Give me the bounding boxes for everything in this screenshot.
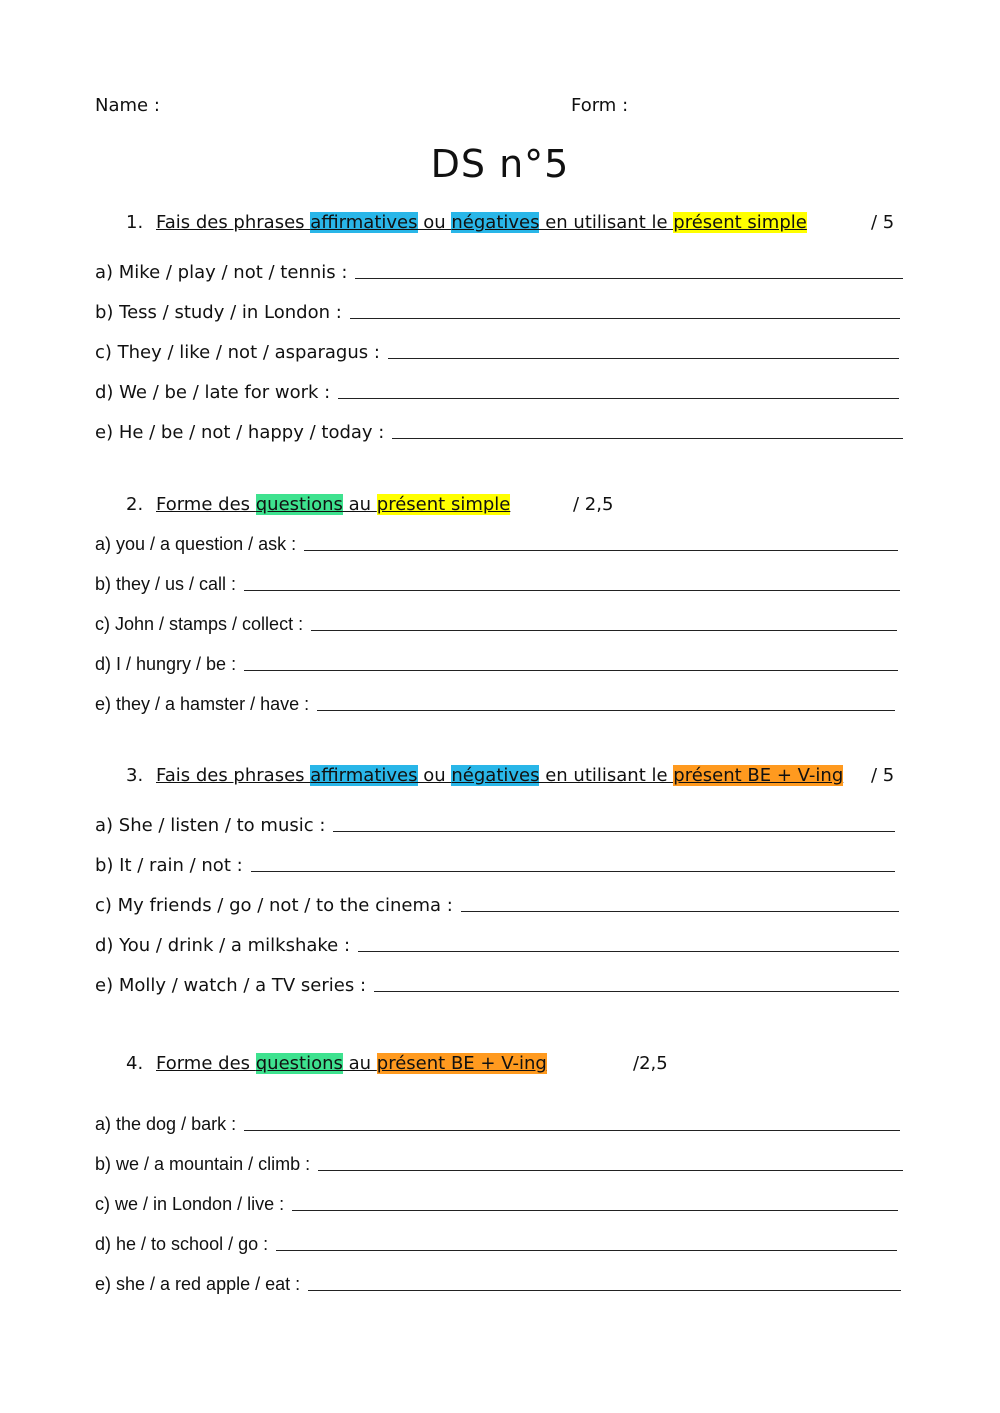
answer-line[interactable] <box>276 1250 897 1251</box>
answer-line[interactable] <box>244 1130 900 1131</box>
exercise-item: b) we / a mountain / climb : <box>95 1154 903 1175</box>
section-4-heading <box>126 1053 547 1074</box>
exercise-item: c) we / in London / live : <box>95 1194 898 1215</box>
section-2-score: / 2,5 <box>573 494 614 515</box>
page-title: DS n°5 <box>430 142 570 186</box>
exercise-item: c) My friends / go / not / to the cinema : <box>95 895 899 916</box>
exercise-item: d) We / be / late for work : <box>95 382 899 403</box>
answer-line[interactable] <box>461 911 899 912</box>
exercise-item: b) they / us / call : <box>95 574 900 595</box>
section-2-heading <box>126 494 510 515</box>
answer-line[interactable] <box>318 1170 903 1171</box>
form-label: Form : <box>571 95 629 116</box>
answer-line[interactable] <box>292 1210 898 1211</box>
answer-line[interactable] <box>317 710 895 711</box>
exercise-item: a) the dog / bark : <box>95 1114 900 1135</box>
exercise-item: b) Tess / study / in London : <box>95 302 900 323</box>
section-4-score: /2,5 <box>633 1053 668 1074</box>
answer-line[interactable] <box>358 951 899 952</box>
answer-line[interactable] <box>355 278 903 279</box>
exercise-item: a) Mike / play / not / tennis : <box>95 262 903 283</box>
exercise-item: d) I / hungry / be : <box>95 654 898 675</box>
answer-line[interactable] <box>311 630 897 631</box>
section-3-heading <box>126 765 843 786</box>
answer-line[interactable] <box>251 871 895 872</box>
answer-line[interactable] <box>304 550 898 551</box>
answer-line[interactable] <box>350 318 900 319</box>
exercise-item: e) she / a red apple / eat : <box>95 1274 901 1295</box>
section-number: 2. <box>126 494 144 515</box>
section-1-heading <box>126 212 807 233</box>
exercise-item: e) He / be / not / happy / today : <box>95 422 903 443</box>
section-instruction: Forme des questions au présent simple <box>156 494 511 515</box>
section-instruction: Fais des phrases affirmatives ou négatives en utilisant le présent BE + V-ing <box>156 765 844 786</box>
section-instruction: Fais des phrases affirmatives ou négatives en utilisant le présent simple <box>156 212 807 233</box>
exercise-item: b) It / rain / not : <box>95 855 895 876</box>
exercise-item: e) they / a hamster / have : <box>95 694 895 715</box>
answer-line[interactable] <box>338 398 899 399</box>
answer-line[interactable] <box>333 831 895 832</box>
answer-line[interactable] <box>308 1290 901 1291</box>
answer-line[interactable] <box>374 991 899 992</box>
exercise-item: c) John / stamps / collect : <box>95 614 897 635</box>
section-number: 4. <box>126 1053 144 1074</box>
exercise-item: c) They / like / not / asparagus : <box>95 342 899 363</box>
answer-line[interactable] <box>388 358 899 359</box>
exercise-item: a) you / a question / ask : <box>95 534 898 555</box>
answer-line[interactable] <box>392 438 903 439</box>
section-instruction: Forme des questions au présent BE + V-ing <box>156 1053 547 1074</box>
name-label: Name : <box>95 95 160 116</box>
section-1-score: / 5 <box>871 212 895 233</box>
section-number: 3. <box>126 765 144 786</box>
answer-line[interactable] <box>244 670 898 671</box>
answer-line[interactable] <box>244 590 900 591</box>
section-3-score: / 5 <box>871 765 895 786</box>
exercise-item: a) She / listen / to music : <box>95 815 895 836</box>
exercise-item: e) Molly / watch / a TV series : <box>95 975 899 996</box>
exercise-item: d) You / drink / a milkshake : <box>95 935 899 956</box>
exercise-item: d) he / to school / go : <box>95 1234 897 1255</box>
section-number: 1. <box>126 212 144 233</box>
